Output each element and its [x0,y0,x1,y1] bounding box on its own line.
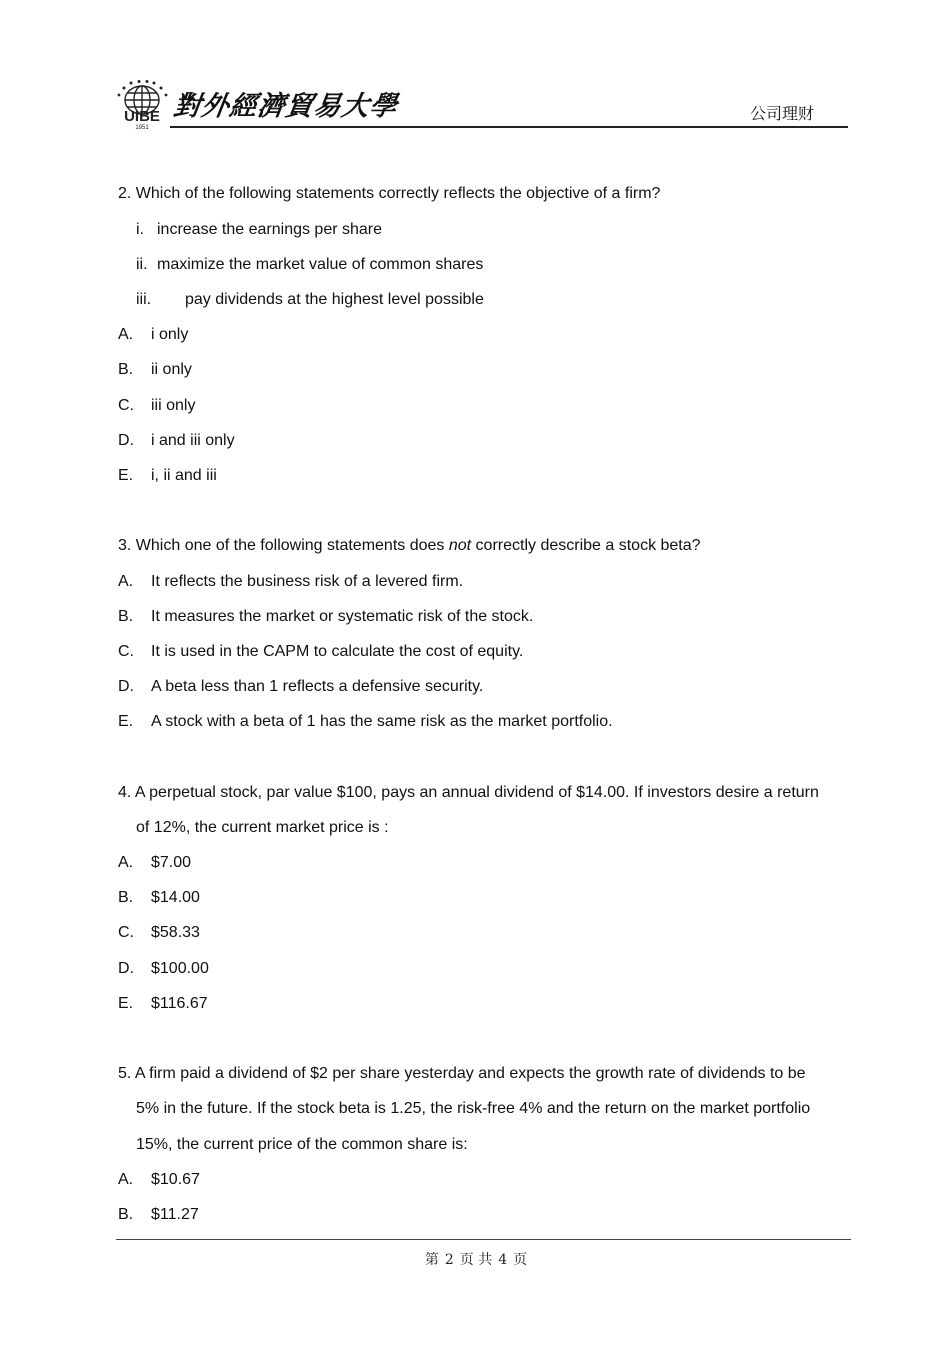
header-divider [170,126,848,128]
option-letter: D. [118,678,134,695]
option-letter: C. [118,643,134,660]
question-stem: 2. Which of the following statements correctly reflects the objective of a firm? [118,185,661,202]
option-letter: A. [118,854,134,871]
option-text: It is used in the CAPM to calculate the cost of equity. [151,643,524,660]
statement-item [136,291,484,309]
question-stem-continued: 15%, the current price of the common share is: [136,1136,468,1153]
answer-option [118,854,192,872]
option-text: $14.00 [151,889,200,906]
statement-number: iii. [136,291,152,308]
answer-option [118,960,209,978]
page-label-suffix: 页 [513,1252,528,1268]
answer-option [118,889,200,907]
answer-option [118,397,196,415]
svg-text:UIBE: UIBE [124,108,160,125]
university-name: 對外經濟貿易大學 [171,91,400,122]
option-text: $116.67 [151,995,208,1012]
option-text: i and iii only [151,432,235,449]
question-stem: 4. A perpetual stock, par value $100, pays an annual dividend of $14.00. If investors desire a return [118,784,819,801]
option-letter: A. [118,1171,134,1188]
option-letter: D. [118,432,134,449]
option-text: It measures the market or systematic risk of the stock. [151,608,534,625]
answer-option [118,678,484,696]
answer-option [118,713,613,731]
statement-item [136,256,484,274]
svg-text:1951: 1951 [135,125,149,130]
answer-option [118,573,464,591]
answer-option [118,643,524,661]
stem-emphasis: not [448,537,472,554]
option-letter: E. [118,713,134,730]
statement-number: ii. [136,256,148,273]
page-label-mid: 页 共 [459,1252,493,1268]
question-stem [118,537,701,555]
option-text: $7.00 [151,854,192,871]
option-text: $100.00 [151,960,209,977]
stem-text: correctly describe a stock beta? [471,537,701,554]
statement-text: pay dividends at the highest level possible [185,291,484,308]
option-text: $11.27 [151,1206,199,1223]
option-letter: B. [118,889,134,906]
page-current: 2 [444,1252,454,1268]
answer-option [118,361,192,379]
option-letter: D. [118,960,134,977]
option-text: A beta less than 1 reflects a defensive security. [151,678,484,695]
answer-option [118,924,200,942]
statement-text: maximize the market value of common shares [157,256,484,273]
option-letter: A. [118,326,134,343]
course-title: 公司理财 [749,106,814,123]
stem-text: 3. Which one of the following statements does [118,537,449,554]
page-total: 4 [498,1252,508,1268]
page-header [114,80,849,130]
option-letter: E. [118,995,134,1012]
footer-divider [116,1239,851,1240]
statement-number: i. [136,221,144,238]
answer-option [118,1171,200,1189]
option-letter: A. [118,573,134,590]
statement-text: increase the earnings per share [157,221,383,238]
answer-option [118,1206,199,1224]
option-text: It reflects the business risk of a levered firm. [151,573,464,590]
answer-option [118,326,189,344]
option-text: iii only [151,397,196,414]
option-text: $10.67 [151,1171,200,1188]
statement-item [136,221,383,239]
option-text: A stock with a beta of 1 has the same risk as the market portfolio. [151,713,613,730]
option-text: i, ii and iii [151,467,217,484]
option-text: ii only [151,361,192,378]
option-letter: C. [118,924,134,941]
option-letter: B. [118,361,134,378]
question-stem-continued: 5% in the future. If the stock beta is 1.25, the risk-free 4% and the return on the market portfolio [136,1100,811,1117]
question-stem-continued: of 12%, the current market price is : [136,819,389,836]
option-text: i only [151,326,189,343]
answer-option [118,432,235,450]
option-letter: B. [118,1206,134,1223]
option-text: $58.33 [151,924,200,941]
answer-option [118,995,208,1013]
answer-option [118,467,217,485]
question-stem: 5. A firm paid a dividend of $2 per share yesterday and expects the growth rate of dividends to be [118,1065,806,1082]
option-letter: C. [118,397,134,414]
answer-option [118,608,534,626]
option-letter: E. [118,467,134,484]
university-logo [114,80,172,130]
page-label-prefix: 第 [424,1252,439,1268]
option-letter: B. [118,608,134,625]
page-footer [0,1249,952,1269]
